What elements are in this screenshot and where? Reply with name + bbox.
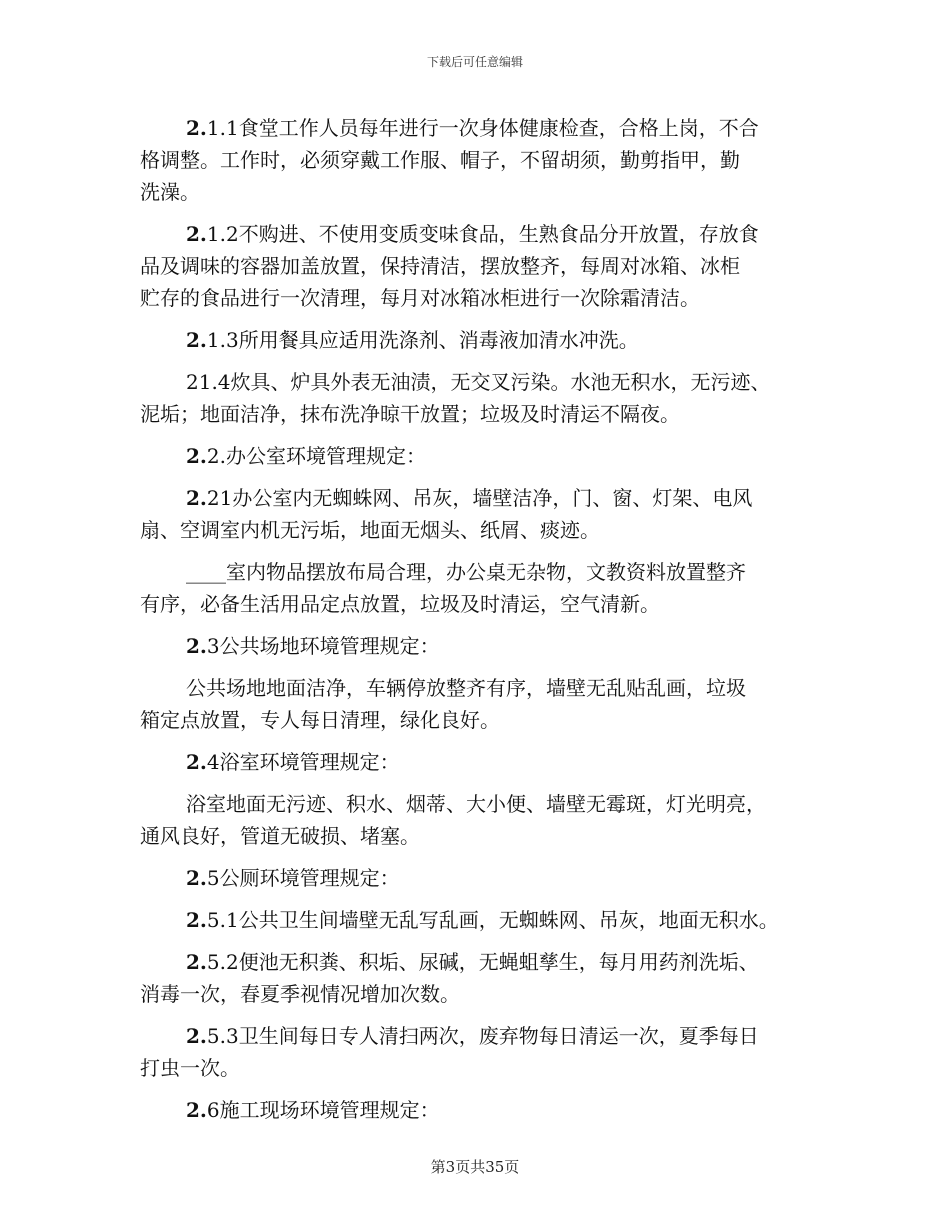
paragraph bbox=[140, 630, 830, 662]
line-text: 2.办公室环境管理规定： bbox=[206, 444, 426, 468]
paragraph bbox=[140, 324, 830, 356]
line-text: 4浴室环境管理规定： bbox=[206, 750, 400, 774]
text-line bbox=[140, 514, 830, 546]
section-number: 2. bbox=[186, 866, 207, 890]
line-text: 洗澡。 bbox=[140, 180, 200, 204]
text-line bbox=[140, 324, 830, 356]
page-footer: 第3页共35页 bbox=[430, 1158, 520, 1176]
line-text: 通风良好，管道无破损、堵塞。 bbox=[140, 824, 420, 848]
section-number: 2. bbox=[186, 328, 207, 352]
text-line bbox=[140, 630, 830, 662]
section-number: 2. bbox=[186, 908, 207, 932]
section-number: 2. bbox=[186, 750, 207, 774]
line-text: 21办公室内无蜘蛛网、吊灰，墙壁洁净，门、窗、灯架、电风 bbox=[206, 486, 753, 510]
line-text: 泥垢；地面洁净，抹布洗净晾干放置；垃圾及时清运不隔夜。 bbox=[140, 402, 680, 426]
line-text: ____室内物品摆放布局合理，办公桌无杂物，文教资料放置整齐 bbox=[186, 560, 746, 584]
line-text: 1.2不购进、不使用变质变味食品，生熟食品分开放置，存放食 bbox=[206, 222, 759, 246]
text-line bbox=[140, 250, 830, 282]
text-line bbox=[140, 672, 830, 704]
line-text: 扇、空调室内机无污垢，地面无烟头、纸屑、痰迹。 bbox=[140, 518, 600, 542]
line-text: 箱定点放置，专人每日清理，绿化良好。 bbox=[140, 708, 500, 732]
text-line bbox=[140, 218, 830, 250]
line-text: 5公厕环境管理规定： bbox=[206, 866, 400, 890]
line-text: 5.3卫生间每日专人清扫两次，废弃物每日清运一次，夏季每日 bbox=[206, 1024, 759, 1048]
section-number: 2. bbox=[186, 444, 207, 468]
text-line bbox=[140, 144, 830, 176]
line-text: 消毒一次，春夏季视情况增加次数。 bbox=[140, 982, 460, 1006]
text-line bbox=[140, 588, 830, 620]
page-header: 下载后可任意编辑 bbox=[426, 55, 523, 69]
paragraph bbox=[140, 904, 830, 936]
text-line bbox=[140, 820, 830, 852]
paragraph bbox=[140, 112, 830, 208]
paragraph bbox=[140, 746, 830, 778]
text-line bbox=[140, 862, 830, 894]
line-text: 格调整。工作时，必须穿戴工作服、帽子，不留胡须，勤剪指甲，勤 bbox=[140, 148, 740, 172]
section-number: 2. bbox=[186, 950, 207, 974]
text-line bbox=[140, 704, 830, 736]
paragraph bbox=[140, 1020, 830, 1084]
section-number: 2. bbox=[186, 1024, 207, 1048]
paragraph bbox=[140, 788, 830, 852]
text-line bbox=[140, 1020, 830, 1052]
text-line bbox=[140, 398, 830, 430]
line-text: 公共场地地面洁净，车辆停放整齐有序，墙壁无乱贴乱画，垃圾 bbox=[186, 676, 746, 700]
line-text: 贮存的食品进行一次清理，每月对冰箱冰柜进行一次除霜清洁。 bbox=[140, 286, 700, 310]
line-text: 有序，必备生活用品定点放置，垃圾及时清运，空气清新。 bbox=[140, 592, 660, 616]
line-text: 21.4炊具、炉具外表无油渍，无交叉污染。水池无积水，无污迹、 bbox=[186, 370, 771, 394]
text-line bbox=[140, 482, 830, 514]
line-text: 5.2便池无积粪、积垢、尿碱，无蝇蛆孳生，每月用药剂洗垢、 bbox=[206, 950, 759, 974]
text-line bbox=[140, 1094, 830, 1126]
text-line bbox=[140, 904, 830, 936]
line-text: 打虫一次。 bbox=[140, 1056, 240, 1080]
line-text: 5.1公共卫生间墙壁无乱写乱画，无蜘蛛网、吊灰，地面无积水。 bbox=[206, 908, 779, 932]
document-body bbox=[140, 112, 830, 1136]
paragraph bbox=[140, 366, 830, 430]
line-text: 1.3所用餐具应适用洗涤剂、消毒液加清水冲洗。 bbox=[206, 328, 639, 352]
text-line bbox=[140, 746, 830, 778]
paragraph bbox=[140, 946, 830, 1010]
paragraph bbox=[140, 862, 830, 894]
paragraph bbox=[140, 672, 830, 736]
text-line bbox=[140, 366, 830, 398]
text-line bbox=[140, 440, 830, 472]
paragraph bbox=[140, 556, 830, 620]
text-line bbox=[140, 556, 830, 588]
line-text: 6施工现场环境管理规定： bbox=[206, 1098, 440, 1122]
line-text: 3公共场地环境管理规定： bbox=[206, 634, 440, 658]
section-number: 2. bbox=[186, 634, 207, 658]
line-text: 品及调味的容器加盖放置，保持清洁，摆放整齐，每周对冰箱、冰柜 bbox=[140, 254, 740, 278]
text-line bbox=[140, 176, 830, 208]
paragraph bbox=[140, 482, 830, 546]
text-line bbox=[140, 946, 830, 978]
section-number: 2. bbox=[186, 486, 207, 510]
paragraph bbox=[140, 440, 830, 472]
line-text: 浴室地面无污迹、积水、烟蒂、大小便、墙壁无霉斑，灯光明亮， bbox=[186, 792, 766, 816]
text-line bbox=[140, 788, 830, 820]
paragraph bbox=[140, 1094, 830, 1126]
text-line bbox=[140, 282, 830, 314]
paragraph bbox=[140, 218, 830, 314]
section-number: 2. bbox=[186, 222, 207, 246]
text-line bbox=[140, 978, 830, 1010]
text-line bbox=[140, 112, 830, 144]
line-text: 1.1食堂工作人员每年进行一次身体健康检查，合格上岗，不合 bbox=[206, 116, 759, 140]
text-line bbox=[140, 1052, 830, 1084]
section-number: 2. bbox=[186, 116, 207, 140]
section-number: 2. bbox=[186, 1098, 207, 1122]
